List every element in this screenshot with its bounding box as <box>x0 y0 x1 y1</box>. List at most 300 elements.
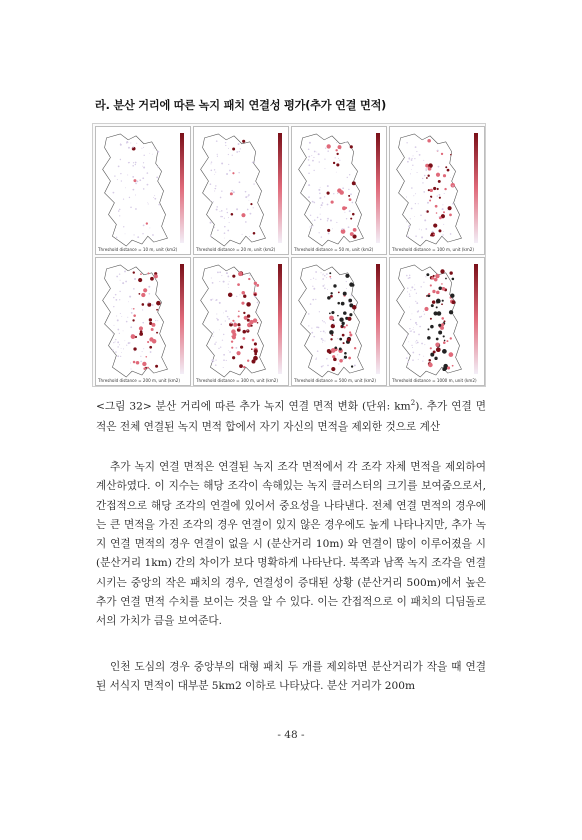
green-patch <box>416 324 417 325</box>
green-patch <box>310 215 311 216</box>
green-patch <box>422 178 423 179</box>
color-legend <box>376 133 380 243</box>
green-patch <box>123 226 124 227</box>
green-patch <box>338 363 339 364</box>
green-patch <box>425 168 427 170</box>
green-patch <box>236 347 238 349</box>
green-patch <box>115 299 117 301</box>
green-patch <box>215 172 216 173</box>
green-patch <box>149 346 152 349</box>
green-patch <box>143 348 144 349</box>
caption-prefix: <그림 32> 분산 거리에 따른 추가 녹지 연결 면적 변화 (단위: km <box>96 400 411 413</box>
green-patch <box>242 291 246 295</box>
green-patch <box>413 327 414 328</box>
green-patch <box>428 363 433 368</box>
green-patch <box>313 157 314 158</box>
green-patch <box>247 196 248 197</box>
map-image <box>294 130 374 248</box>
green-patch <box>151 328 154 331</box>
green-patch <box>337 338 338 339</box>
green-patch <box>247 360 249 362</box>
green-patch <box>442 287 446 291</box>
green-patch <box>334 346 337 349</box>
green-patch <box>310 303 312 305</box>
green-patch <box>420 214 422 216</box>
green-patch <box>414 158 415 159</box>
green-patch <box>215 185 216 186</box>
green-patch <box>339 338 342 341</box>
green-patch <box>427 328 429 330</box>
green-patch <box>147 303 151 307</box>
green-patch <box>320 219 322 221</box>
green-patch <box>313 288 315 290</box>
green-patch <box>314 151 316 153</box>
green-patch <box>407 353 408 354</box>
green-patch <box>409 307 410 308</box>
green-patch <box>132 147 133 148</box>
green-patch <box>337 188 342 193</box>
legend-gradient <box>180 133 184 243</box>
green-patch <box>254 342 257 345</box>
green-patch <box>251 325 253 327</box>
green-patch <box>211 161 212 162</box>
green-patch <box>247 314 250 317</box>
green-patch <box>441 153 443 155</box>
green-patch <box>437 188 439 190</box>
green-patch <box>231 347 233 349</box>
green-patch <box>136 143 137 144</box>
green-patch <box>445 166 447 168</box>
green-patch <box>252 339 255 342</box>
green-patch <box>233 323 237 327</box>
green-patch <box>210 222 212 224</box>
green-patch <box>321 338 323 340</box>
green-patch <box>229 170 231 172</box>
green-patch <box>240 148 241 149</box>
legend-gradient <box>376 264 380 374</box>
green-patch <box>230 352 231 353</box>
green-patch <box>132 319 134 321</box>
green-patch <box>223 359 225 361</box>
green-patch <box>326 273 328 275</box>
green-patch <box>327 218 329 220</box>
green-patch <box>452 365 454 367</box>
green-patch <box>231 336 233 338</box>
green-patch <box>115 341 116 342</box>
green-patch <box>413 195 414 196</box>
green-patch <box>247 209 249 211</box>
map-panel <box>389 126 485 255</box>
green-patch <box>224 218 225 219</box>
green-patch <box>323 321 324 322</box>
green-patch <box>433 233 435 235</box>
green-patch <box>226 360 227 361</box>
green-patch <box>113 192 115 194</box>
green-patch <box>231 213 234 216</box>
green-patch <box>418 359 419 360</box>
green-patch <box>417 311 418 312</box>
green-patch <box>336 322 337 323</box>
green-patch <box>310 226 312 228</box>
color-legend <box>180 264 184 374</box>
green-patch <box>450 183 455 188</box>
green-patch <box>150 351 152 353</box>
green-patch <box>223 281 225 283</box>
green-patch <box>449 213 452 216</box>
green-patch <box>253 356 258 361</box>
green-patch <box>427 202 429 204</box>
green-patch <box>423 311 424 312</box>
green-patch <box>342 334 345 337</box>
green-patch <box>147 367 149 369</box>
green-patch <box>220 197 222 199</box>
green-patch <box>316 152 317 153</box>
green-patch <box>354 364 356 366</box>
green-patch <box>213 201 214 202</box>
green-patch <box>308 313 310 315</box>
green-patch <box>145 356 147 358</box>
green-patch <box>347 338 351 342</box>
map-panel <box>193 126 289 255</box>
green-patch <box>225 310 227 312</box>
green-patch <box>149 337 153 341</box>
green-patch <box>135 183 137 185</box>
green-patch <box>228 148 229 149</box>
green-patch <box>245 191 247 193</box>
green-patch <box>210 200 211 201</box>
green-patch <box>324 168 325 169</box>
green-patch <box>407 361 409 363</box>
green-patch <box>312 299 314 301</box>
green-patch <box>115 351 117 353</box>
green-patch <box>344 356 347 359</box>
green-patch <box>418 334 420 336</box>
green-patch <box>123 348 124 349</box>
green-patch <box>238 327 240 329</box>
green-patch <box>114 175 115 176</box>
green-patch <box>131 312 133 314</box>
green-patch <box>222 163 223 164</box>
green-patch <box>434 278 438 282</box>
green-patch <box>148 204 149 205</box>
color-legend <box>278 264 282 374</box>
green-patch <box>424 175 426 177</box>
green-patch <box>412 352 414 354</box>
green-patch <box>320 214 321 215</box>
green-patch <box>426 211 427 212</box>
map-outline <box>299 265 364 377</box>
map-image <box>98 261 178 379</box>
green-patch <box>216 206 218 208</box>
green-patch <box>140 356 141 357</box>
green-patch <box>156 332 158 334</box>
green-patch <box>443 341 446 344</box>
green-patch <box>450 177 451 178</box>
green-patch <box>130 362 131 363</box>
green-patch <box>239 181 241 183</box>
green-patch <box>408 157 410 159</box>
green-patch <box>421 229 422 230</box>
green-patch <box>130 326 132 328</box>
green-patch <box>343 342 345 344</box>
green-patch <box>413 329 414 330</box>
green-patch <box>442 349 447 354</box>
green-patch <box>325 148 326 149</box>
green-patch <box>436 299 441 304</box>
green-patch <box>441 303 443 305</box>
green-patch <box>216 318 217 319</box>
section-heading: 라. 분산 거리에 따른 녹지 패치 연결성 평가(추가 연결 면적) <box>95 99 387 112</box>
green-patch <box>121 348 122 349</box>
green-patch <box>434 357 437 360</box>
green-patch <box>352 202 354 204</box>
green-patch <box>128 301 129 302</box>
green-patch <box>137 236 139 238</box>
green-patch <box>310 279 311 280</box>
green-patch <box>409 296 410 297</box>
green-patch <box>338 145 342 149</box>
green-patch <box>327 204 329 206</box>
green-patch <box>130 207 132 209</box>
green-patch <box>228 217 229 218</box>
green-patch <box>227 230 229 232</box>
green-patch <box>412 165 413 166</box>
green-patch <box>437 311 442 316</box>
green-patch <box>221 210 223 212</box>
green-patch <box>419 229 420 230</box>
green-patch <box>408 341 409 342</box>
green-patch <box>336 172 337 173</box>
green-patch <box>124 271 126 273</box>
green-patch <box>317 217 319 219</box>
green-patch <box>231 340 233 342</box>
legend-gradient <box>278 133 282 243</box>
green-patch <box>128 147 130 149</box>
green-patch <box>215 342 216 343</box>
green-patch <box>232 172 234 174</box>
green-patch <box>324 285 325 286</box>
green-patch <box>242 234 243 235</box>
green-patch <box>308 148 310 150</box>
green-patch <box>254 162 255 163</box>
green-patch <box>438 166 440 168</box>
green-patch <box>228 284 229 285</box>
green-patch <box>336 153 338 155</box>
green-patch <box>348 302 349 303</box>
green-patch <box>311 155 312 156</box>
green-patch <box>322 202 324 204</box>
green-patch <box>342 325 344 327</box>
green-patch <box>430 197 431 198</box>
green-patch <box>408 367 409 368</box>
green-patch <box>327 144 331 148</box>
green-patch <box>409 159 410 160</box>
green-patch <box>427 175 429 177</box>
green-patch <box>329 272 331 274</box>
green-patch <box>406 196 407 197</box>
green-patch <box>228 293 233 298</box>
green-patch <box>407 335 408 336</box>
green-patch <box>422 361 423 362</box>
panel-caption: Threshold distance = 1000 m, unit (km2) <box>392 378 477 383</box>
map-image <box>392 130 472 248</box>
green-patch <box>317 350 319 352</box>
green-patch <box>133 234 134 235</box>
green-patch <box>439 216 440 217</box>
green-patch <box>222 216 223 217</box>
green-patch <box>140 361 142 363</box>
green-patch <box>445 278 447 280</box>
green-patch <box>232 275 235 278</box>
green-patch <box>448 206 452 210</box>
green-patch <box>426 273 429 276</box>
green-patch <box>428 189 430 191</box>
green-patch <box>452 300 456 304</box>
green-patch <box>113 342 114 343</box>
green-patch <box>432 290 435 293</box>
green-patch <box>322 285 324 287</box>
green-patch <box>445 367 448 370</box>
green-patch <box>407 236 408 237</box>
green-patch <box>123 199 124 200</box>
green-patch <box>230 322 232 324</box>
green-patch <box>337 315 339 317</box>
caption-suffix: ). 추가 연결 면적은 전체 연결된 녹지 면적 합에서 자기 자신의 면적을 제외한 것으로 계산 <box>96 400 486 433</box>
green-patch <box>423 282 424 283</box>
green-patch <box>132 165 134 167</box>
green-patch <box>129 342 130 343</box>
green-patch <box>348 226 350 228</box>
green-patch <box>350 193 352 195</box>
map-image <box>98 130 178 248</box>
green-patch <box>438 331 442 335</box>
green-patch <box>431 277 434 280</box>
green-patch <box>337 193 338 194</box>
green-patch <box>226 272 228 274</box>
green-patch <box>242 337 245 340</box>
green-patch <box>320 331 321 332</box>
green-patch <box>213 332 214 333</box>
green-patch <box>323 273 324 274</box>
green-patch <box>144 155 145 156</box>
green-patch <box>411 169 412 170</box>
green-patch <box>250 213 252 215</box>
green-patch <box>409 328 410 329</box>
green-patch <box>308 156 310 158</box>
green-patch <box>421 343 423 345</box>
green-patch <box>157 320 158 321</box>
green-patch <box>113 306 114 307</box>
green-patch <box>156 301 161 306</box>
green-patch <box>308 172 310 174</box>
green-patch <box>335 149 337 151</box>
green-patch <box>214 188 215 189</box>
green-patch <box>132 176 134 178</box>
green-patch <box>212 299 213 300</box>
green-patch <box>237 283 240 286</box>
green-patch <box>348 189 349 190</box>
green-patch <box>133 162 134 163</box>
green-patch <box>430 325 434 329</box>
green-patch <box>339 359 343 363</box>
green-patch <box>224 232 226 234</box>
green-patch <box>416 343 417 344</box>
green-patch <box>327 296 331 300</box>
green-patch <box>225 142 226 143</box>
green-patch <box>138 278 142 282</box>
green-patch <box>349 210 351 212</box>
green-patch <box>323 331 325 333</box>
green-patch <box>416 151 417 152</box>
green-patch <box>220 346 221 347</box>
green-patch <box>119 209 121 211</box>
green-patch <box>409 294 410 295</box>
green-patch <box>214 174 215 175</box>
legend-gradient <box>180 264 184 374</box>
green-patch <box>433 350 436 353</box>
green-patch <box>142 177 144 179</box>
green-patch <box>134 351 135 352</box>
green-patch <box>226 208 227 209</box>
color-legend <box>474 133 478 243</box>
green-patch <box>227 316 229 318</box>
green-patch <box>327 185 329 187</box>
green-patch <box>431 304 434 307</box>
green-patch <box>315 299 316 300</box>
green-patch <box>228 287 229 288</box>
green-patch <box>248 200 249 201</box>
green-patch <box>148 286 150 288</box>
green-patch <box>133 271 135 273</box>
green-patch <box>117 341 119 343</box>
green-patch <box>416 302 418 304</box>
green-patch <box>116 237 117 238</box>
green-patch <box>419 354 420 355</box>
green-patch <box>219 302 221 304</box>
green-patch <box>253 183 254 184</box>
green-patch <box>228 164 229 165</box>
map-image <box>196 261 276 379</box>
green-patch <box>122 282 124 284</box>
green-patch <box>443 224 444 225</box>
green-patch <box>426 295 428 297</box>
green-patch <box>450 233 452 235</box>
green-patch <box>338 359 339 360</box>
green-patch <box>438 229 441 232</box>
green-patch <box>117 346 118 347</box>
green-patch <box>237 323 240 326</box>
panel-caption: Threshold distance = 100 m, unit (km2) <box>392 247 474 252</box>
figure-caption <box>96 393 486 437</box>
green-patch <box>223 313 224 314</box>
green-patch <box>222 340 223 341</box>
green-patch <box>141 148 142 149</box>
green-patch <box>329 313 331 315</box>
green-patch <box>256 285 257 286</box>
green-patch <box>423 191 425 193</box>
green-patch <box>124 340 125 341</box>
green-patch <box>319 311 320 312</box>
green-patch <box>351 295 352 296</box>
green-patch <box>134 278 136 280</box>
green-patch <box>249 236 250 237</box>
green-patch <box>441 283 443 285</box>
green-patch <box>432 231 434 233</box>
green-patch <box>415 146 417 148</box>
green-patch <box>407 161 409 163</box>
green-patch <box>243 366 245 368</box>
green-patch <box>128 142 129 143</box>
